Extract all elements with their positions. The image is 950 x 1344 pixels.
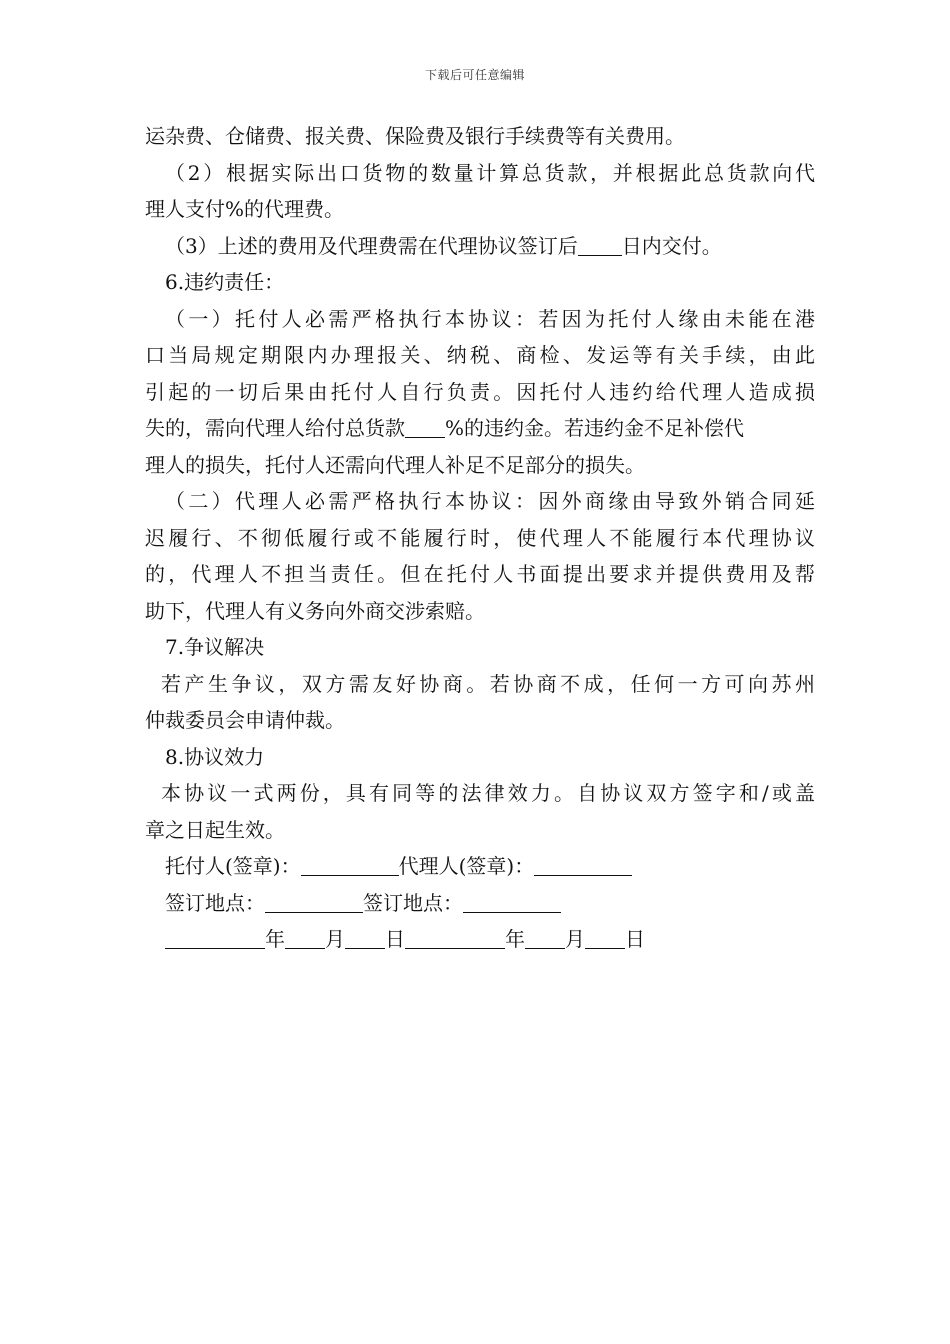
paragraph-line: （一）托付人必需严格执行本协议：若因为托付人缘由未能在港	[165, 306, 815, 331]
paragraph-line: 若产生争议，双方需友好协商。若协商不成，任何一方可向苏州	[161, 671, 815, 696]
paragraph-line: 运杂费、仓储费、报关费、保险费及银行手续费等有关费用。	[145, 124, 685, 148]
paragraph-line: 理人的损失，托付人还需向代理人补足不足部分的损失。	[145, 452, 645, 477]
date-line: 年 月 日 年 月 日	[145, 921, 815, 958]
blank-month	[285, 926, 325, 949]
blank-day	[345, 926, 385, 949]
blank-percent	[405, 415, 445, 438]
document-body	[145, 118, 815, 958]
paragraph-line: 理人支付%的代理费。	[145, 197, 345, 221]
section-heading: 8.协议效力	[165, 744, 265, 769]
blank-day	[585, 926, 625, 949]
paragraph-line: 的，代理人不担当责任。但在托付人书面提出要求并提供费用及帮	[145, 562, 815, 586]
blank-days	[578, 233, 622, 256]
blank-place	[265, 890, 363, 913]
paragraph-line: 章之日起生效。	[145, 817, 285, 842]
section-heading: 6.违约责任：	[165, 270, 285, 294]
blank-place	[463, 890, 561, 913]
paragraph-line: 失的，需向代理人给付总货款 %的违约金。若违约金不足补偿代	[145, 416, 745, 440]
paragraph-line: （3）上述的费用及代理费需在代理协议签订后 日内交付。	[165, 233, 722, 258]
paragraph-line: 引起的一切后果由托付人自行负责。因托付人违约给代理人造成损	[145, 379, 815, 404]
paragraph-line: （2）根据实际出口货物的数量计算总货款，并根据此总货款向代	[165, 160, 815, 185]
signature-line: 托付人(签章)： 代理人(签章)：	[145, 848, 815, 885]
place-line: 签订地点： 签订地点：	[145, 885, 815, 922]
blank-year	[165, 926, 265, 949]
paragraph-line: 口当局规定期限内办理报关、纳税、商检、发运等有关手续，由此	[145, 343, 815, 367]
blank-signature	[534, 853, 632, 876]
blank-year	[405, 926, 505, 949]
blank-signature	[301, 853, 399, 876]
page-header: 下载后可任意编辑	[424, 68, 525, 82]
paragraph-line: 仲裁委员会申请仲裁。	[145, 708, 345, 732]
section-heading: 7.争议解决	[165, 635, 265, 659]
blank-month	[525, 926, 565, 949]
paragraph-line: 助下，代理人有义务向外商交涉索赔。	[145, 598, 485, 623]
paragraph-line: 本协议一式两份，具有同等的法律效力。自协议双方签字和/或盖	[161, 781, 815, 805]
paragraph-line: 迟履行、不彻低履行或不能履行时，使代理人不能履行本代理协议	[145, 525, 815, 550]
paragraph-line: （二）代理人必需严格执行本协议：因外商缘由导致外销合同延	[165, 489, 815, 513]
